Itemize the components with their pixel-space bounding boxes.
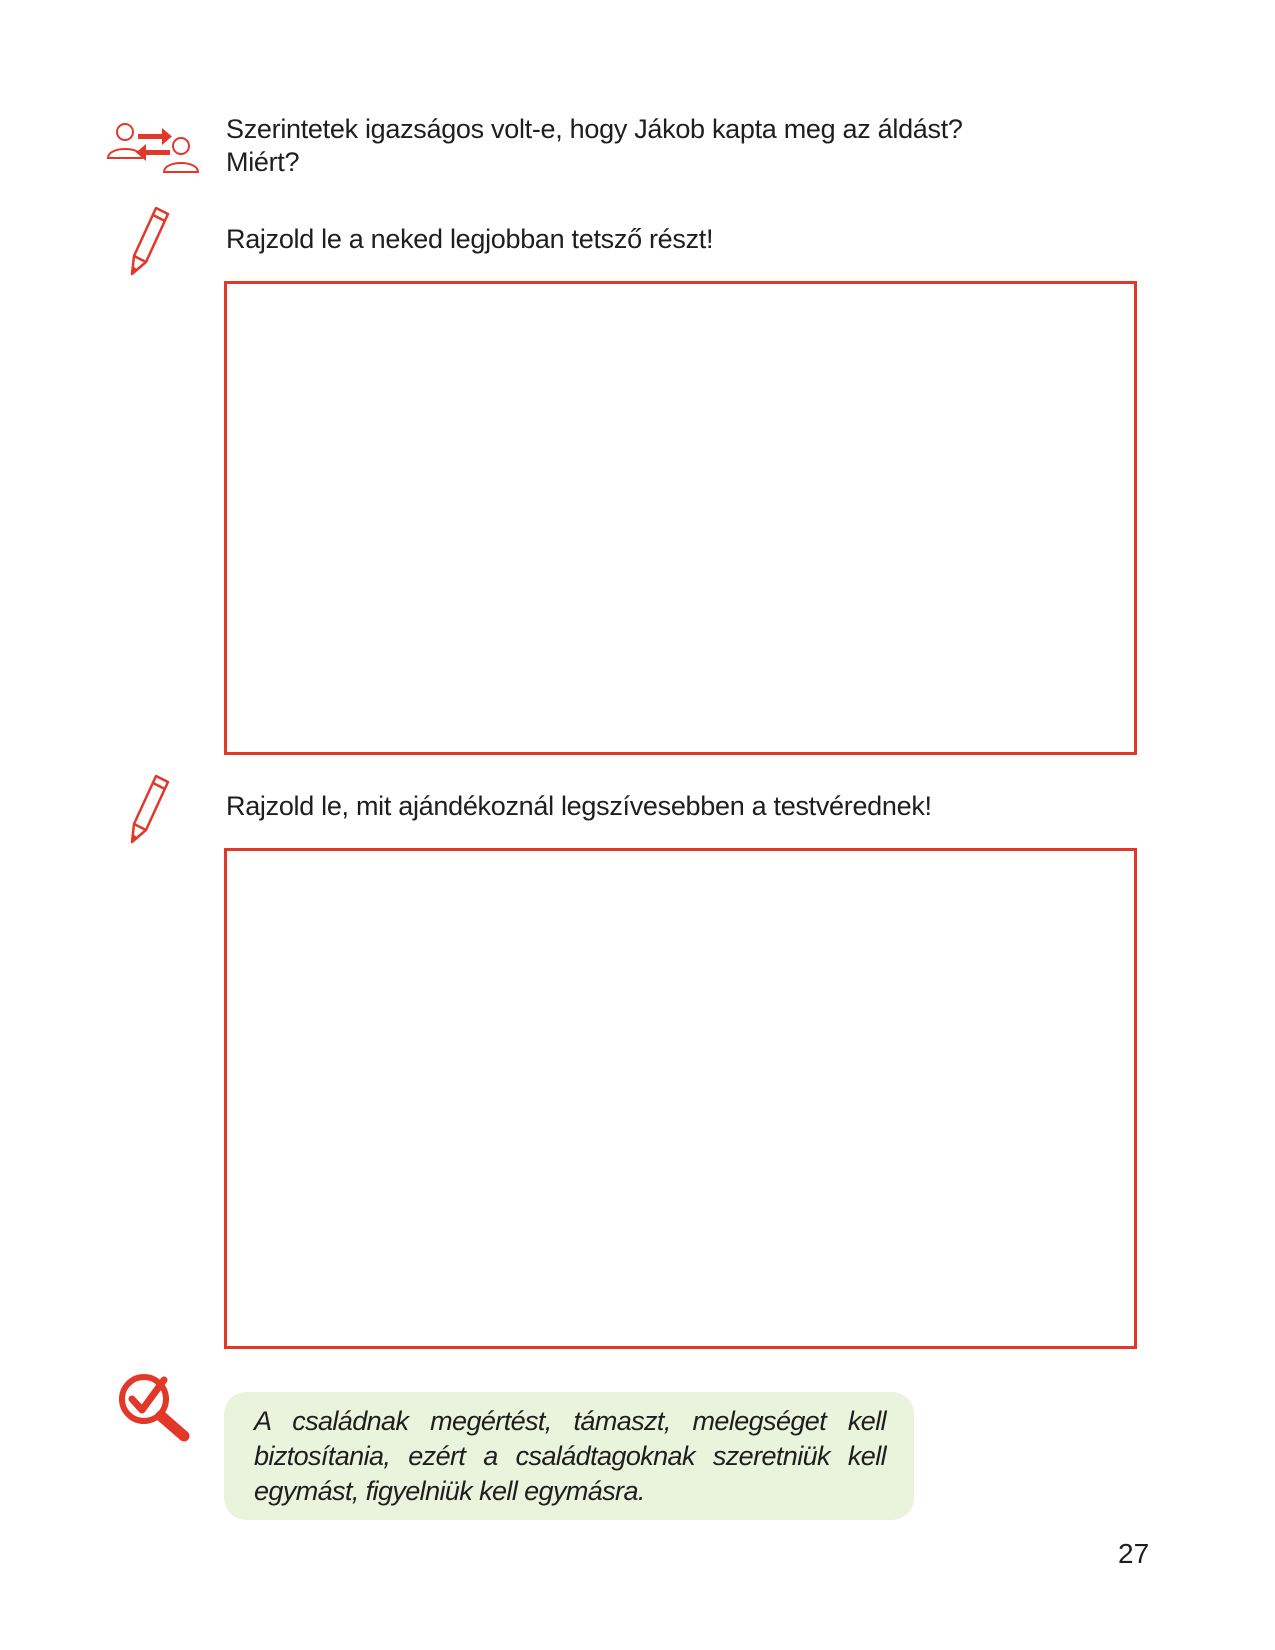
pair-discussion-icon: [106, 120, 200, 176]
pencil-icon: [128, 204, 174, 278]
task-question-line-1: Szerintetek igazságos volt-e, hogy Jákob kapta meg az áldást?: [226, 114, 963, 144]
drawing-area-2[interactable]: [224, 848, 1137, 1349]
task-question-line-2: Miért?: [226, 147, 300, 177]
drawing-area-1[interactable]: [224, 281, 1137, 755]
task-instruction-1: [226, 223, 1186, 256]
summary-box: [224, 1392, 914, 1520]
summary-text: A családnak megértést, támaszt, melegséget kell biztosítania, ezért a családtagoknak szeretniük kell egymást, figyelniük kell egymásra.: [254, 1406, 886, 1506]
pencil-icon: [128, 772, 174, 846]
task-instruction-2: [226, 790, 1186, 823]
task-instruction-2-text: Rajzold le, mit ajándékoznál legszívesebben a testvérednek!: [226, 791, 932, 821]
task-instruction-1-text: Rajzold le a neked legjobban tetsző részt!: [226, 224, 714, 254]
page-number: 27: [1118, 1538, 1150, 1569]
magnifier-check-icon: [114, 1370, 192, 1444]
task-question: [226, 113, 1186, 179]
